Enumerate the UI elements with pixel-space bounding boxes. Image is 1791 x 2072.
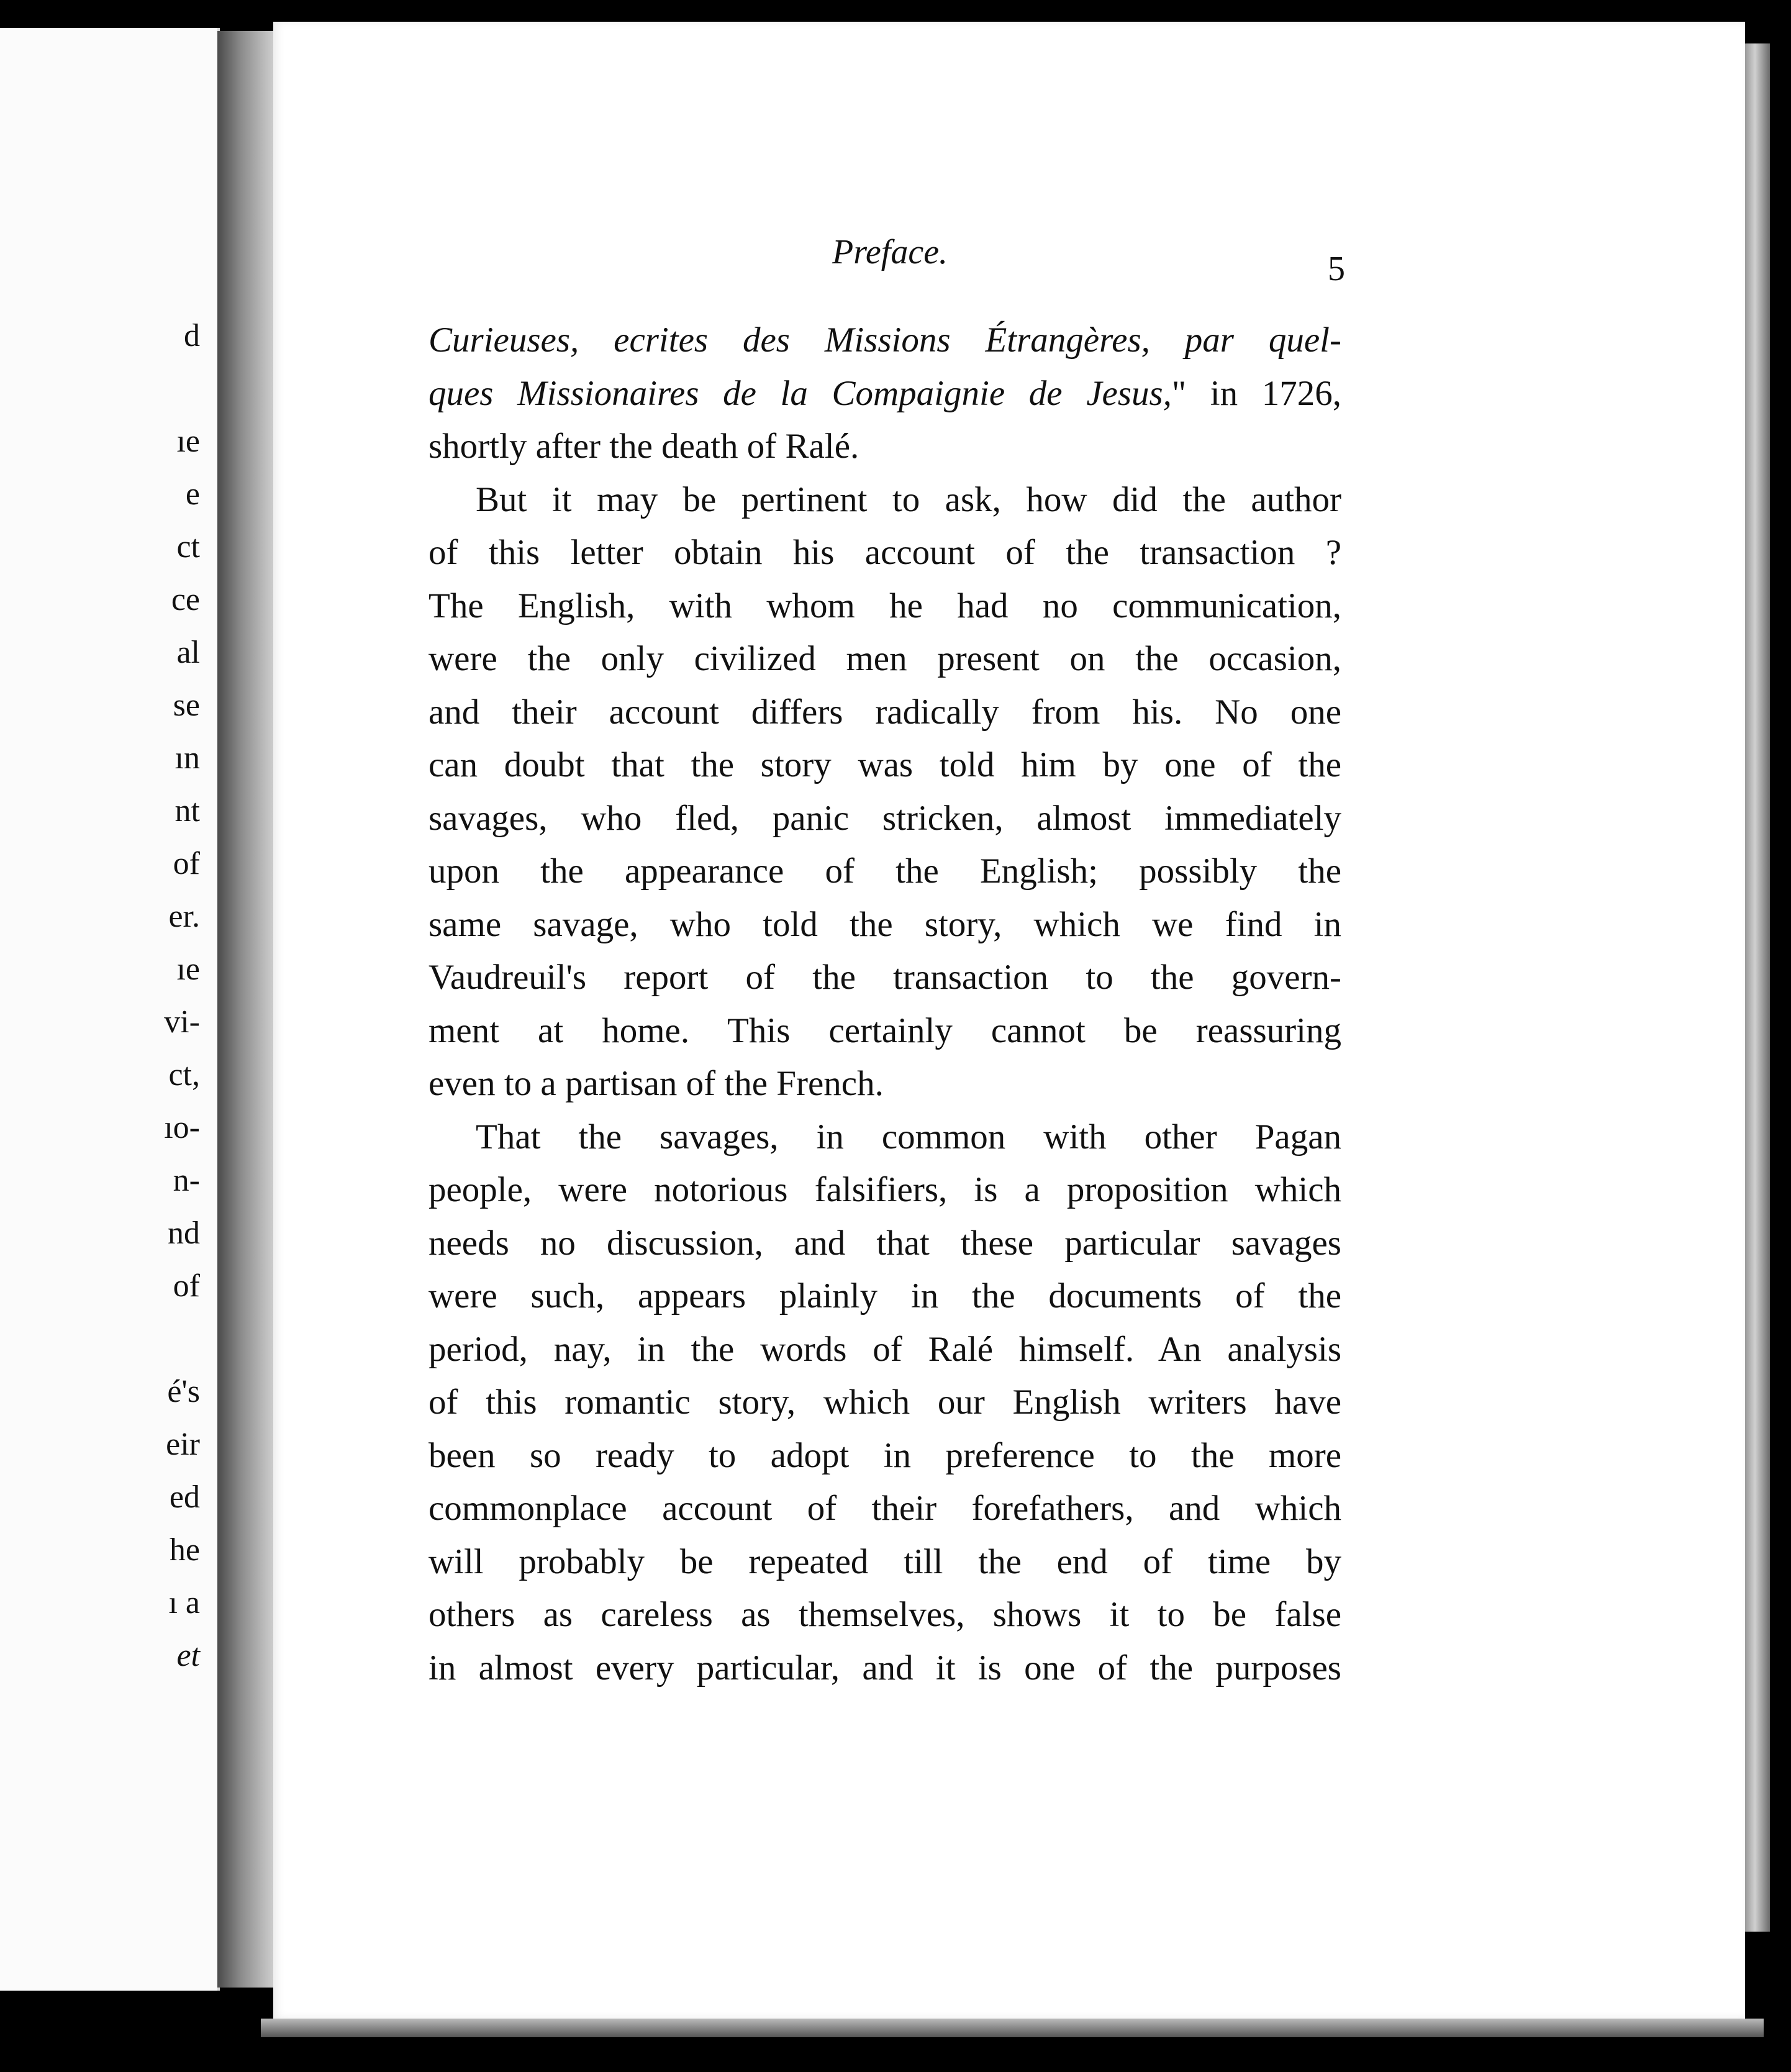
left-page-fragment: ı a — [168, 1585, 200, 1620]
left-page-fragment: et — [176, 1638, 200, 1673]
left-page-fragment: e — [185, 476, 200, 512]
text-line — [428, 1163, 1341, 1217]
page-edge — [1745, 43, 1770, 1932]
text-line — [428, 314, 1341, 367]
text-run: were such, appears plainly in the documents of the — [428, 1276, 1341, 1315]
text-line — [428, 473, 1341, 527]
text-run: were the only civilized men present on the occasion, — [428, 639, 1341, 678]
text-run: The English, with whom he had no communication, — [428, 586, 1341, 625]
left-page-fragment: nd — [168, 1215, 200, 1251]
text-run: of this romantic story, which our English writers have — [428, 1383, 1341, 1422]
text-line — [428, 898, 1341, 952]
text-run: " in 1726, — [1171, 373, 1341, 413]
text-line — [428, 792, 1341, 845]
left-page-fragment: er. — [168, 899, 200, 934]
text-run: will probably be repeated till the end of time by — [428, 1542, 1341, 1581]
left-page-fragment: al — [176, 635, 200, 670]
text-line — [428, 1004, 1341, 1058]
text-line — [428, 526, 1341, 579]
page-number: 5 — [1328, 250, 1345, 288]
text-line — [428, 1588, 1341, 1642]
text-line — [428, 1482, 1341, 1535]
left-page-fragment: ce — [171, 582, 200, 617]
text-run: But it may be pertinent to ask, how did the author — [476, 479, 1341, 519]
text-line — [428, 1217, 1341, 1270]
text-run: same savage, who told the story, which we find in — [428, 904, 1341, 944]
left-page-fragment: ed — [169, 1479, 200, 1515]
text-line — [428, 1270, 1341, 1323]
text-run: upon the appearance of the English; possibly the — [428, 852, 1341, 891]
text-line — [428, 686, 1341, 739]
text-run: can doubt that the story was told him by one of the — [428, 745, 1341, 784]
page-bottom-edge — [261, 2019, 1764, 2037]
text-line — [428, 1535, 1341, 1589]
left-page-fragment: nt — [175, 793, 200, 829]
text-line — [428, 632, 1341, 686]
left-page-fragment: ct — [176, 529, 200, 565]
text-line — [428, 845, 1341, 898]
left-page-fragment: ıe — [176, 952, 200, 987]
text-run: in almost every particular, and it is one of the purposes — [428, 1648, 1341, 1688]
left-page-fragment: é's — [167, 1374, 200, 1409]
text-run: ment at home. This certainly cannot be reassuring — [428, 1011, 1341, 1050]
text-line — [428, 1429, 1341, 1483]
text-line — [428, 1057, 1341, 1111]
text-line — [428, 951, 1341, 1004]
left-page-fragment: ıo- — [164, 1110, 200, 1145]
left-page-fragment: of — [173, 1268, 200, 1304]
left-page-fragment: se — [173, 688, 200, 723]
text-run: shortly after the death of Ralé. — [428, 427, 859, 466]
italic-text: ques Missionaires de la Compaignie de Jesus, — [428, 373, 1172, 413]
text-run: needs no discussion, and that these particular savages — [428, 1223, 1341, 1263]
text-run: savages, who fled, panic stricken, almost immediately — [428, 798, 1341, 838]
text-run: period, nay, in the words of Ralé himself. An analysis — [428, 1329, 1341, 1369]
text-run: Vaudreuil's report of the transaction to the govern- — [428, 958, 1341, 997]
left-page-fragment: ıe — [176, 424, 200, 459]
left-page-fragment: n- — [173, 1163, 200, 1198]
left-page-fragment: of — [173, 846, 200, 881]
text-line — [428, 1323, 1341, 1376]
text-run: commonplace account of their forefathers, and which — [428, 1489, 1341, 1528]
left-page-fragment: he — [169, 1532, 200, 1568]
left-page-fragment: ın — [175, 740, 200, 776]
text-line — [428, 1111, 1341, 1164]
italic-text: Curieuses, ecrites des Missions Étrangères, par quel- — [428, 320, 1341, 360]
text-run: of this letter obtain his account of the transaction ? — [428, 533, 1341, 572]
previous-page — [0, 28, 220, 1991]
text-line — [428, 367, 1341, 420]
text-run: even to a partisan of the French. — [428, 1064, 884, 1103]
text-line — [428, 1642, 1341, 1695]
left-page-fragment: eir — [166, 1427, 200, 1462]
left-page-fragment: vi- — [164, 1004, 200, 1040]
text-run: been so ready to adopt in preference to the more — [428, 1435, 1341, 1475]
left-page-fragment: ct, — [168, 1057, 200, 1093]
text-run: people, were notorious falsifiers, is a proposition which — [428, 1170, 1341, 1209]
text-line — [428, 420, 1341, 473]
body-text — [428, 314, 1341, 1694]
left-page-fragment: d — [184, 318, 200, 353]
text-line — [428, 579, 1341, 633]
running-head: Preface. — [832, 233, 948, 271]
text-line — [428, 1376, 1341, 1429]
text-run: That the savages, in common with other Pagan — [476, 1117, 1341, 1156]
text-line — [428, 738, 1341, 792]
text-run: and their account differs radically from his. No one — [428, 692, 1341, 732]
text-run: others as careless as themselves, shows it to be false — [428, 1595, 1341, 1634]
